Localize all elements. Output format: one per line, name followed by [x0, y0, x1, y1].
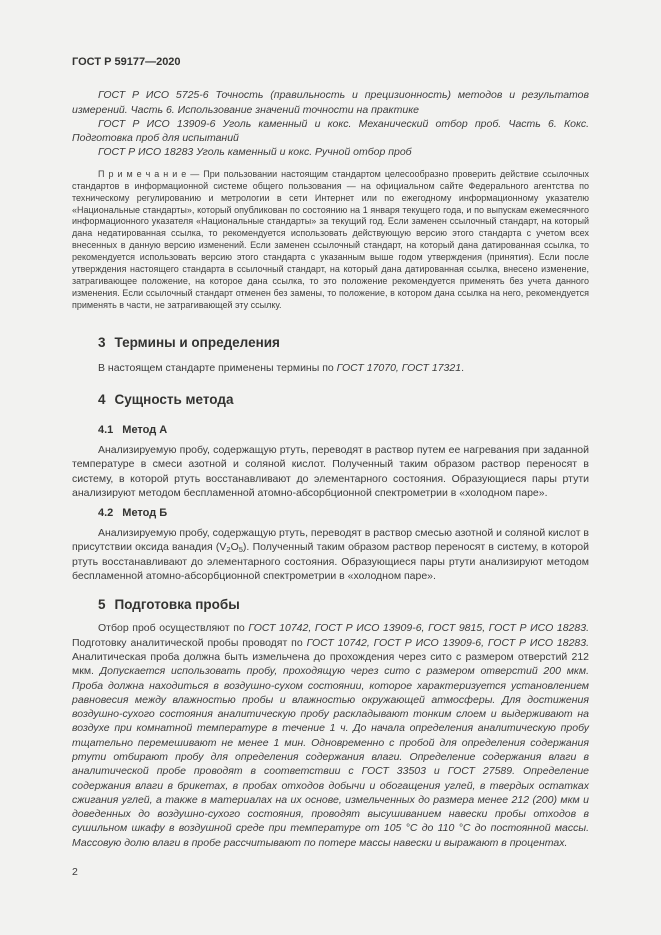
section-title: Подготовка пробы — [114, 597, 240, 613]
prep-text: Отбор проб осуществляют по — [98, 622, 249, 635]
formula-subscript: 5 — [238, 545, 243, 555]
section-title: Сущность метода — [114, 391, 234, 407]
section-title: Термины и определения — [114, 334, 280, 350]
terms-gost-refs: ГОСТ 17070, ГОСТ 17321 — [336, 361, 462, 374]
prep-gost-refs: ГОСТ 10742, ГОСТ Р ИСО 13909-6, ГОСТ Р ИСО 18283. — [306, 636, 590, 649]
method-b-text-end: ). Полученный таким образом раствор переносят в систему, в которой ртуть восстанавливают до элементарного состояния. Образующиеся пары ртути анализируют методом беспламенной атомно-абсорбционной спектрометрии в «холодном паре». — [72, 541, 590, 583]
section-heading-4 — [72, 392, 589, 408]
subsection-number: 4.1 — [98, 423, 114, 436]
subsection-heading-4-1 — [72, 424, 589, 437]
section-number: 4 — [98, 391, 106, 407]
note-text: При пользовании настоящим стандартом целесообразно проверить действие ссылочных стандартов в информационной системе общего пользования — на официальном сайте Федерального агентства по техническому регулированию и метрологии в сети Интернет или по ежегодному информационному указателю «Национальные стандарты», который опубликован по состоянию на 1 января текущего года, и по выпускам ежемесячного информационного указателя «Национальные стандарты» за текущий год. Если заменен ссылочный стандарт, на который дана недатированная ссылка, то рекомендуется использовать действующую версию этого стандарта с учетом всех внесенных в данную версию изменений. Если заменен ссылочный стандарт, на который дана датированная ссылка, то рекомендуется использовать версию этого стандарта с указанным выше годом утверждения (принятия). Если после утверждения настоящего стандарта в ссылочный стандарт, на который дана датированная ссылка, внесено изменение, затрагивающее положение, на которое дана ссылка, то это положение рекомендуется применять без учета данного изменения. Если ссылочный стандарт отменен без замены, то положение, в котором дана ссылка на него, рекомендуется применять в части, не затрагивающей эту ссылку. — [72, 168, 589, 310]
subsection-title: Метод Б — [122, 507, 168, 520]
sample-preparation-paragraph — [72, 621, 589, 850]
method-a-paragraph: Анализируемую пробу, содержащую ртуть, переводят в раствор путем ее нагревания при заданной температуре в смеси азотной и соляной кислот. Полученный таким образом раствор переносят в систему, в которой ртуть восстанавливают до элементарного состояния. Образующиеся пары ртути анализируют методом беспламенной атомно-абсорбционной спектрометрии в «холодном паре». — [72, 443, 589, 499]
note-label: П р и м е ч а н и е — — [98, 168, 204, 179]
prep-text: Аналитическая проба должна быть измельчена до прохождения через сито с размером отверстий 212 мкм. — [72, 650, 589, 678]
reference-item: ГОСТ Р ИСО 5725-6 Точность (правильность и прецизионность) методов и результатов измерений. Часть 6. Использование значений точности на практике — [72, 89, 589, 116]
running-header: ГОСТ Р 59177—2020 — [72, 56, 181, 68]
prep-italic-text: Допускается использовать пробу, проходящую через сито с размером отверстий 200 мкм. Проба должна находиться в воздушно-сухом состоянии, которое характеризуется установлением равновесия между влажностью пробы и влажностью окружающей атмосферы. Для достижения воздушно-сухого состояния аналитическую пробу раскладывают тонким слоем и выдерживают на воздухе при комнатной температуре в течение 1 ч. До начала определения аналитическую пробу тщательно перемешивают не менее 1 мин. Одновременно с пробой для определения содержания ртути отбирают пробу для определения содержания влаги. Определение содержания влаги в аналитической пробе проводят в соответствии с ГОСТ 33503 и ГОСТ 27589. Определение содержания влаги в брикетах, в пробах отходов добычи и обогащения углей, в твердых остатках сжигания углей, а также в материалах на их основе, измельченных до размера менее 212 (200) мкм и доведенных до воздушно-сухого состояния, проводят высушиванием навески пробы отходов в сушильном шкафу в воздушной среде при температуре от 105 °С до 110 °С до постоянной массы. Массовую долю влаги в пробе рассчитывают по потере массы навески и выражают в процентах. — [72, 665, 589, 849]
page-number: 2 — [72, 866, 78, 879]
formula-subscript: 2 — [226, 545, 231, 555]
subsection-title: Метод А — [122, 423, 168, 436]
reference-item: ГОСТ Р ИСО 18283 Уголь каменный и кокс. Ручной отбор проб — [98, 146, 412, 159]
method-b-paragraph — [72, 526, 589, 583]
terms-text-start: В настоящем стандарте применены термины по — [98, 361, 337, 374]
note-paragraph — [72, 169, 589, 312]
subsection-heading-4-2 — [72, 507, 589, 520]
terms-paragraph — [72, 361, 589, 375]
section-number: 5 — [98, 597, 106, 613]
subsection-number: 4.2 — [98, 507, 114, 520]
method-b-text-start: Анализируемую пробу, содержащую ртуть, переводят в раствор смесью азотной и соляной кислот в присутствии оксида ванадия (V — [72, 527, 589, 554]
section-number: 3 — [98, 334, 106, 350]
prep-gost-refs: ГОСТ 10742, ГОСТ Р ИСО 13909-6, ГОСТ 9815, ГОСТ Р ИСО 18283. — [248, 622, 589, 635]
reference-item: ГОСТ Р ИСО 13909-6 Уголь каменный и кокс. Механический отбор проб. Часть 6. Кокс. Подготовка проб для испытаний — [72, 117, 589, 145]
formula-element: O — [230, 541, 239, 554]
prep-text: Подготовку аналитической пробы проводят по — [72, 636, 307, 649]
terms-text-end: . — [461, 361, 464, 374]
section-heading-5 — [72, 597, 589, 613]
references-list — [72, 88, 589, 159]
section-heading-3 — [72, 335, 589, 351]
